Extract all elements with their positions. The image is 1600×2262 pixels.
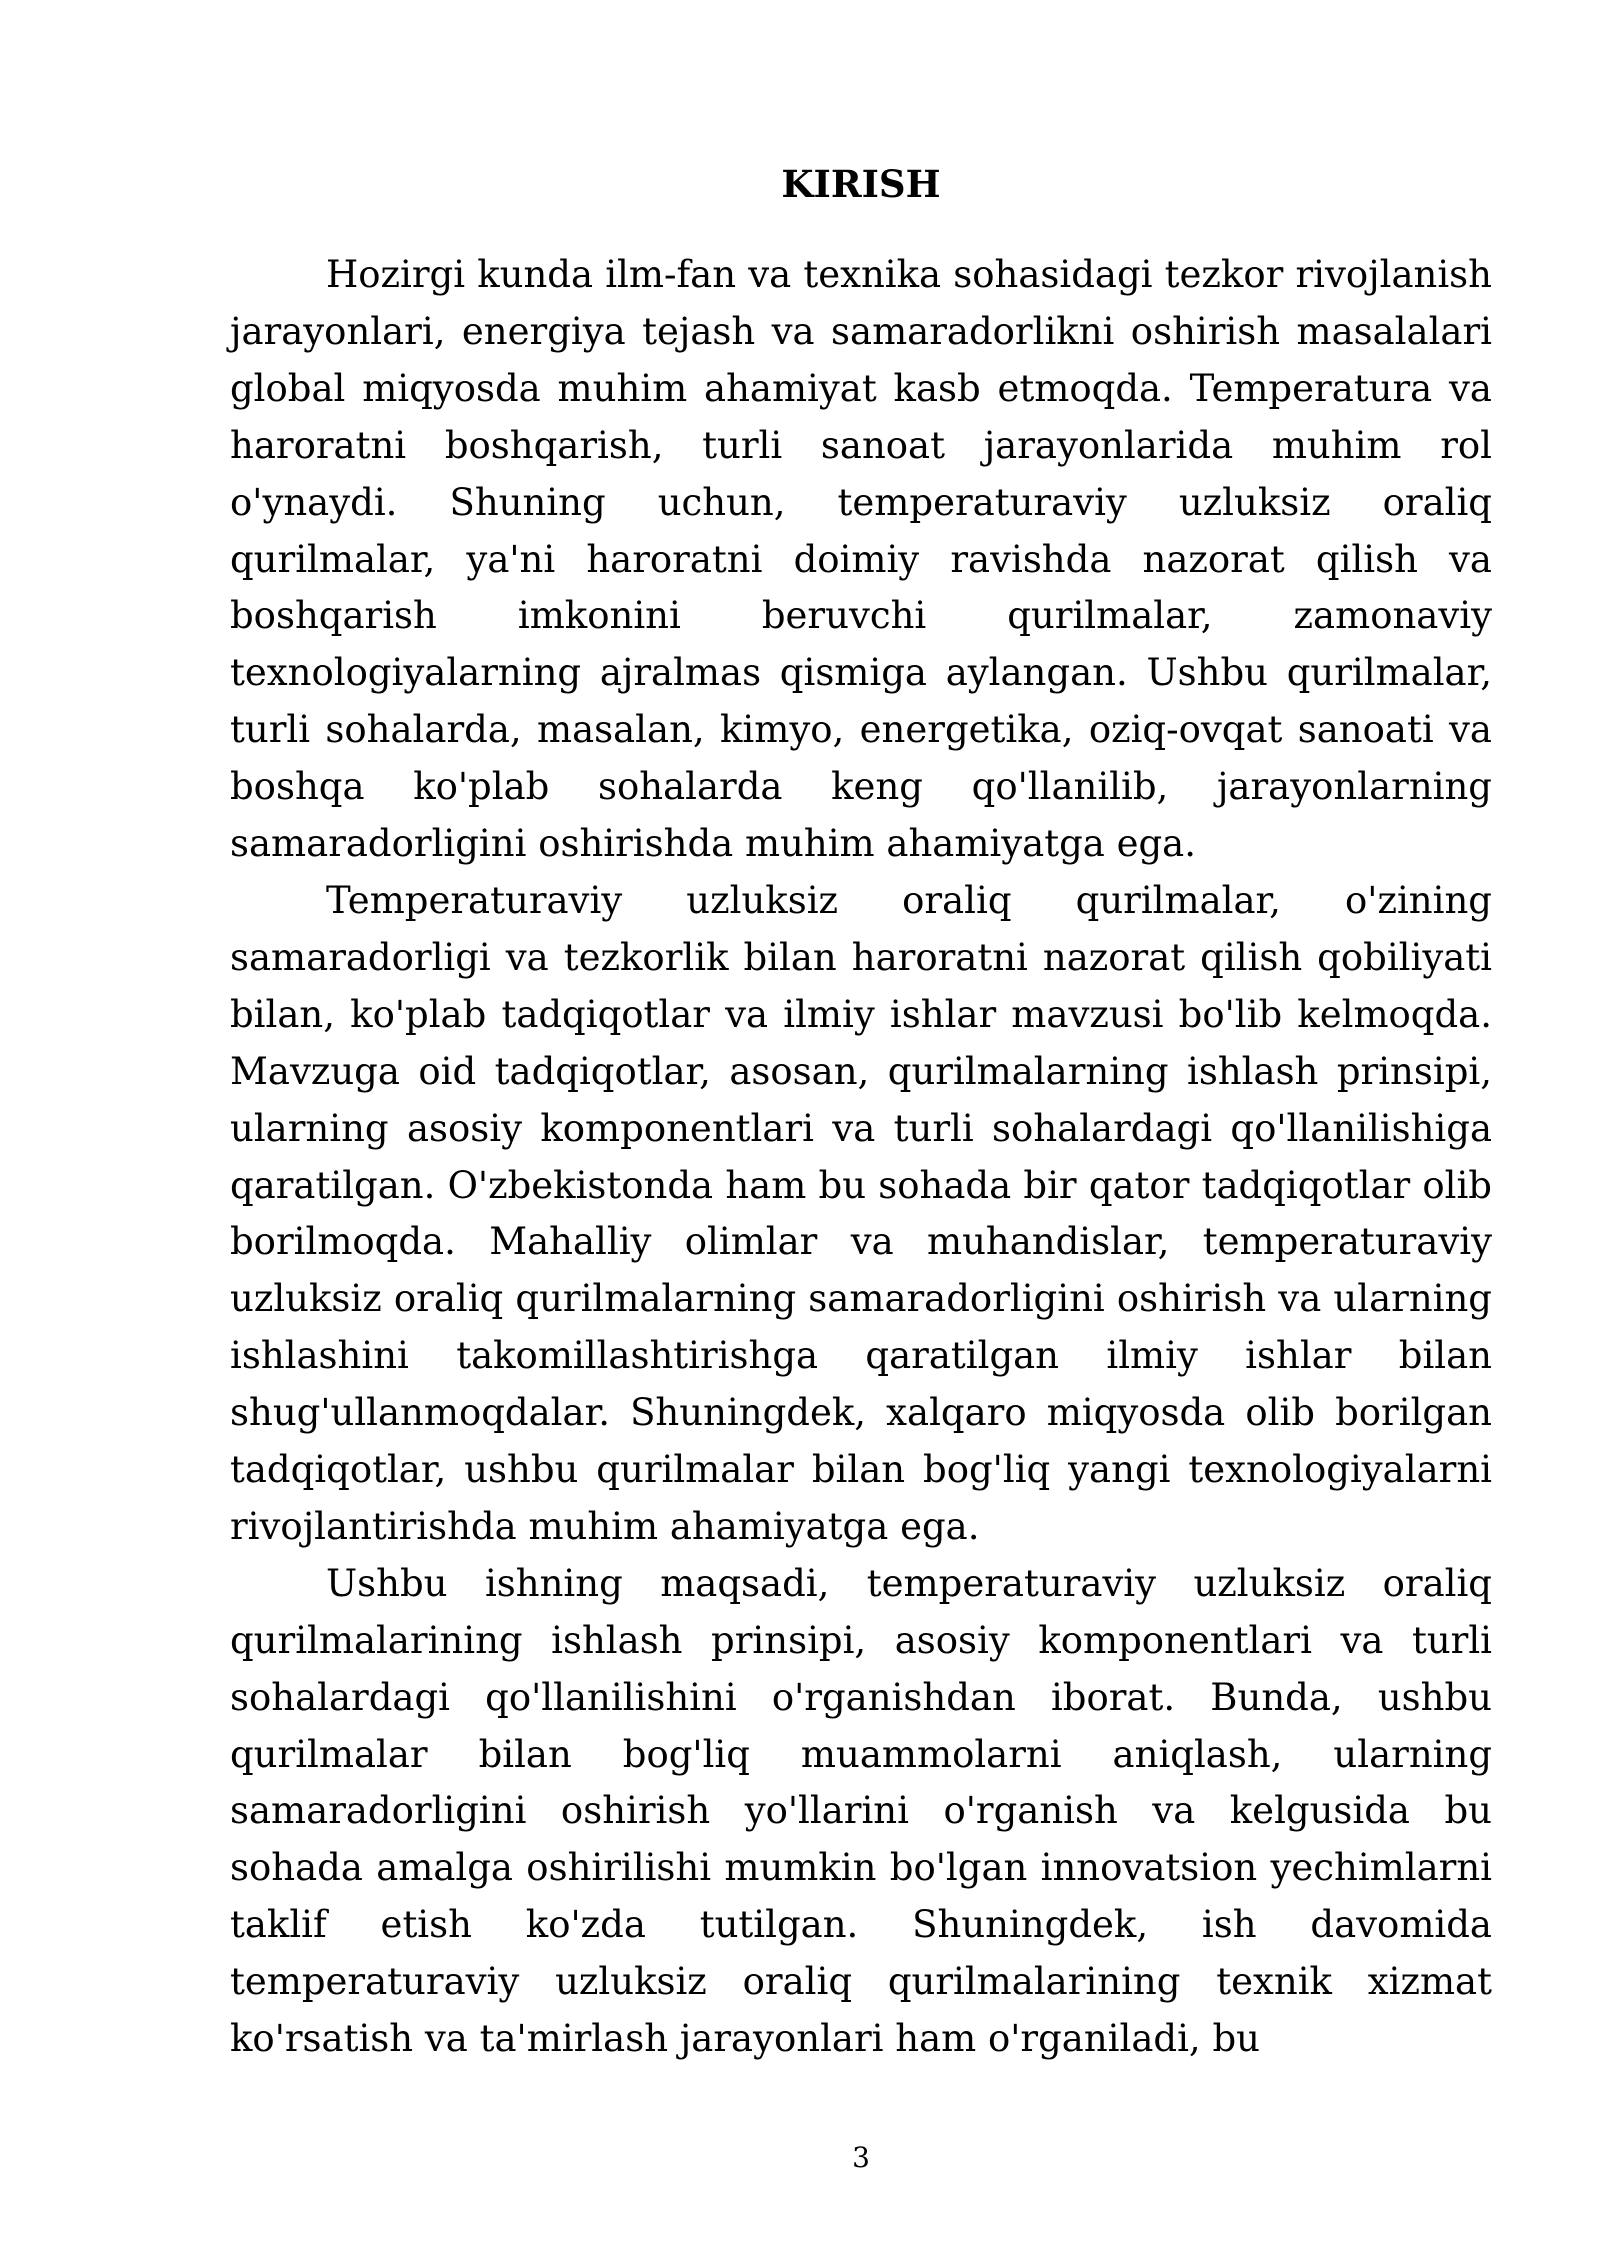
paragraph-3: Ushbu ishning maqsadi, temperaturaviy uzluksiz oraliq qurilmalarining ishlash prinsipi, asosiy komponentlari va turli sohalardagi qo'llanilishini o'rganishdan iborat. Bunda, ushbu qurilmalar bilan bog'liq muammolarni aniqlash, ularning samaradorligini oshirish yo'llarini o'rganish va kelgusida bu sohada amalga oshirilishi mumkin bo'lgan innovatsion yechimlarni taklif etish ko'zda tutilgan. Shuningdek, ish davomida temperaturaviy uzluksiz oraliq qurilmalarining texnik xizmat ko'rsatish va ta'mirlash jarayonlari ham o'rganiladi, bu bbox=[230, 1561, 1492, 2061]
body-text bbox=[230, 247, 1492, 2068]
paragraph-2: Temperaturaviy uzluksiz oraliq qurilmalar, o'zining samaradorligi va tezkorlik bilan haroratni nazorat qilish qobiliyati bilan, ko'plab tadqiqotlar va ilmiy ishlar mavzusi bo'lib kelmoqda. Mavzuga oid tadqiqotlar, asosan, qurilmalarning ishlash prinsipi, ularning asosiy komponentlari va turli sohalardagi qo'llanilishiga qaratilgan. O'zbekistonda ham bu sohada bir qator tadqiqotlar olib borilmoqda. Mahalliy olimlar va muhandislar, temperaturaviy uzluksiz oraliq qurilmalarning samaradorligini oshirish va ularning ishlashini takomillashtirishga qaratilgan ilmiy ishlar bilan shug'ullanmoqdalar. Shuningdek, xalqaro miqyosda olib borilgan tadqiqotlar, ushbu qurilmalar bilan bog'liq yangi texnologiyalarni rivojlantirishda muhim ahamiyatga ega. bbox=[230, 878, 1492, 1548]
page-title: KIRISH bbox=[781, 162, 941, 206]
page-number: 3 bbox=[852, 2141, 870, 2174]
paragraph-1: Hozirgi kunda ilm-fan va texnika sohasidagi tezkor rivojlanish jarayonlari, energiya tejash va samaradorlikni oshirish masalalari global miqyosda muhim ahamiyat kasb etmoqda. Temperatura va haroratni boshqarish, turli sanoat jarayonlarida muhim rol o'ynaydi. Shuning uchun, temperaturaviy uzluksiz oraliq qurilmalar, ya'ni haroratni doimiy ravishda nazorat qilish va boshqarish imkonini beruvchi qurilmalar, zamonaviy texnologiyalarning ajralmas qismiga aylangan. Ushbu qurilmalar, turli sohalarda, masalan, kimyo, energetika, oziq-ovqat sanoati va boshqa ko'plab sohalarda keng qo'llanilib, jarayonlarning samaradorligini oshirishda muhim ahamiyatga ega. bbox=[230, 253, 1492, 866]
